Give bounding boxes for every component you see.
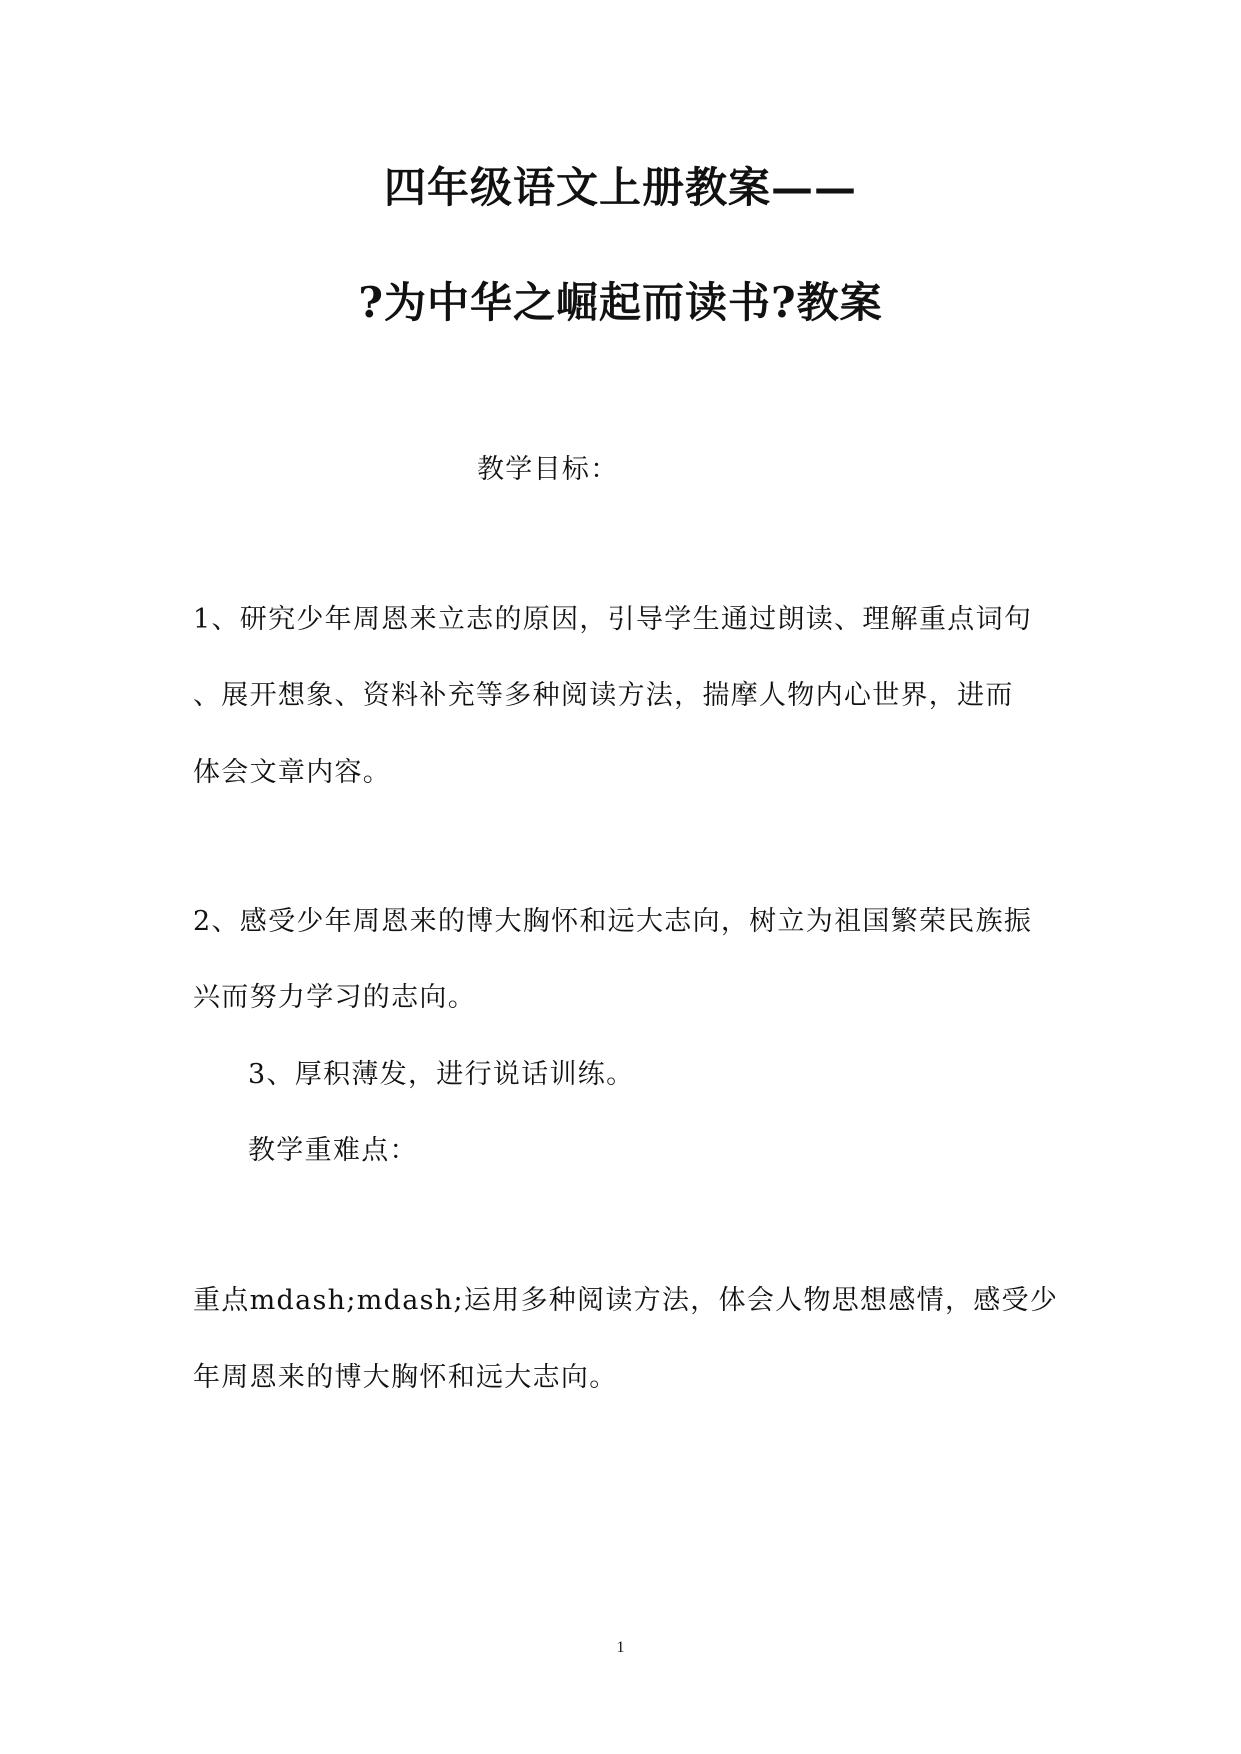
objective-3: 3、厚积薄发，进行说话训练。 — [248, 1059, 635, 1090]
title-line-1: 四年级语文上册教案—— — [383, 163, 857, 212]
objective-2-line-2: 兴而努力学习的志向。 — [193, 982, 476, 1013]
title-line-2: ?为中华之崛起而读书?教案 — [358, 278, 883, 327]
objectives-heading: 教学目标： — [477, 454, 619, 485]
objective-1-line-3: 体会文章内容。 — [193, 757, 392, 788]
page-number: 1 — [616, 1639, 625, 1656]
difficulties-heading: 教学重难点： — [248, 1135, 418, 1166]
objective-1-line-1: 1、研究少年周恩来立志的原因，引导学生通过朗读、理解重点词句 — [193, 604, 1033, 635]
keypoint-line-1: 重点mdash;mdash;运用多种阅读方法，体会人物思想感情，感受少 — [193, 1285, 1059, 1316]
keypoint-line-2: 年周恩来的博大胸怀和远大志向。 — [193, 1362, 618, 1393]
objective-1-line-2: 、展开想象、资料补充等多种阅读方法，揣摩人物内心世界，进而 — [193, 680, 1014, 711]
objective-2-line-1: 2、感受少年周恩来的博大胸怀和远大志向，树立为祖国繁荣民族振 — [193, 906, 1033, 937]
